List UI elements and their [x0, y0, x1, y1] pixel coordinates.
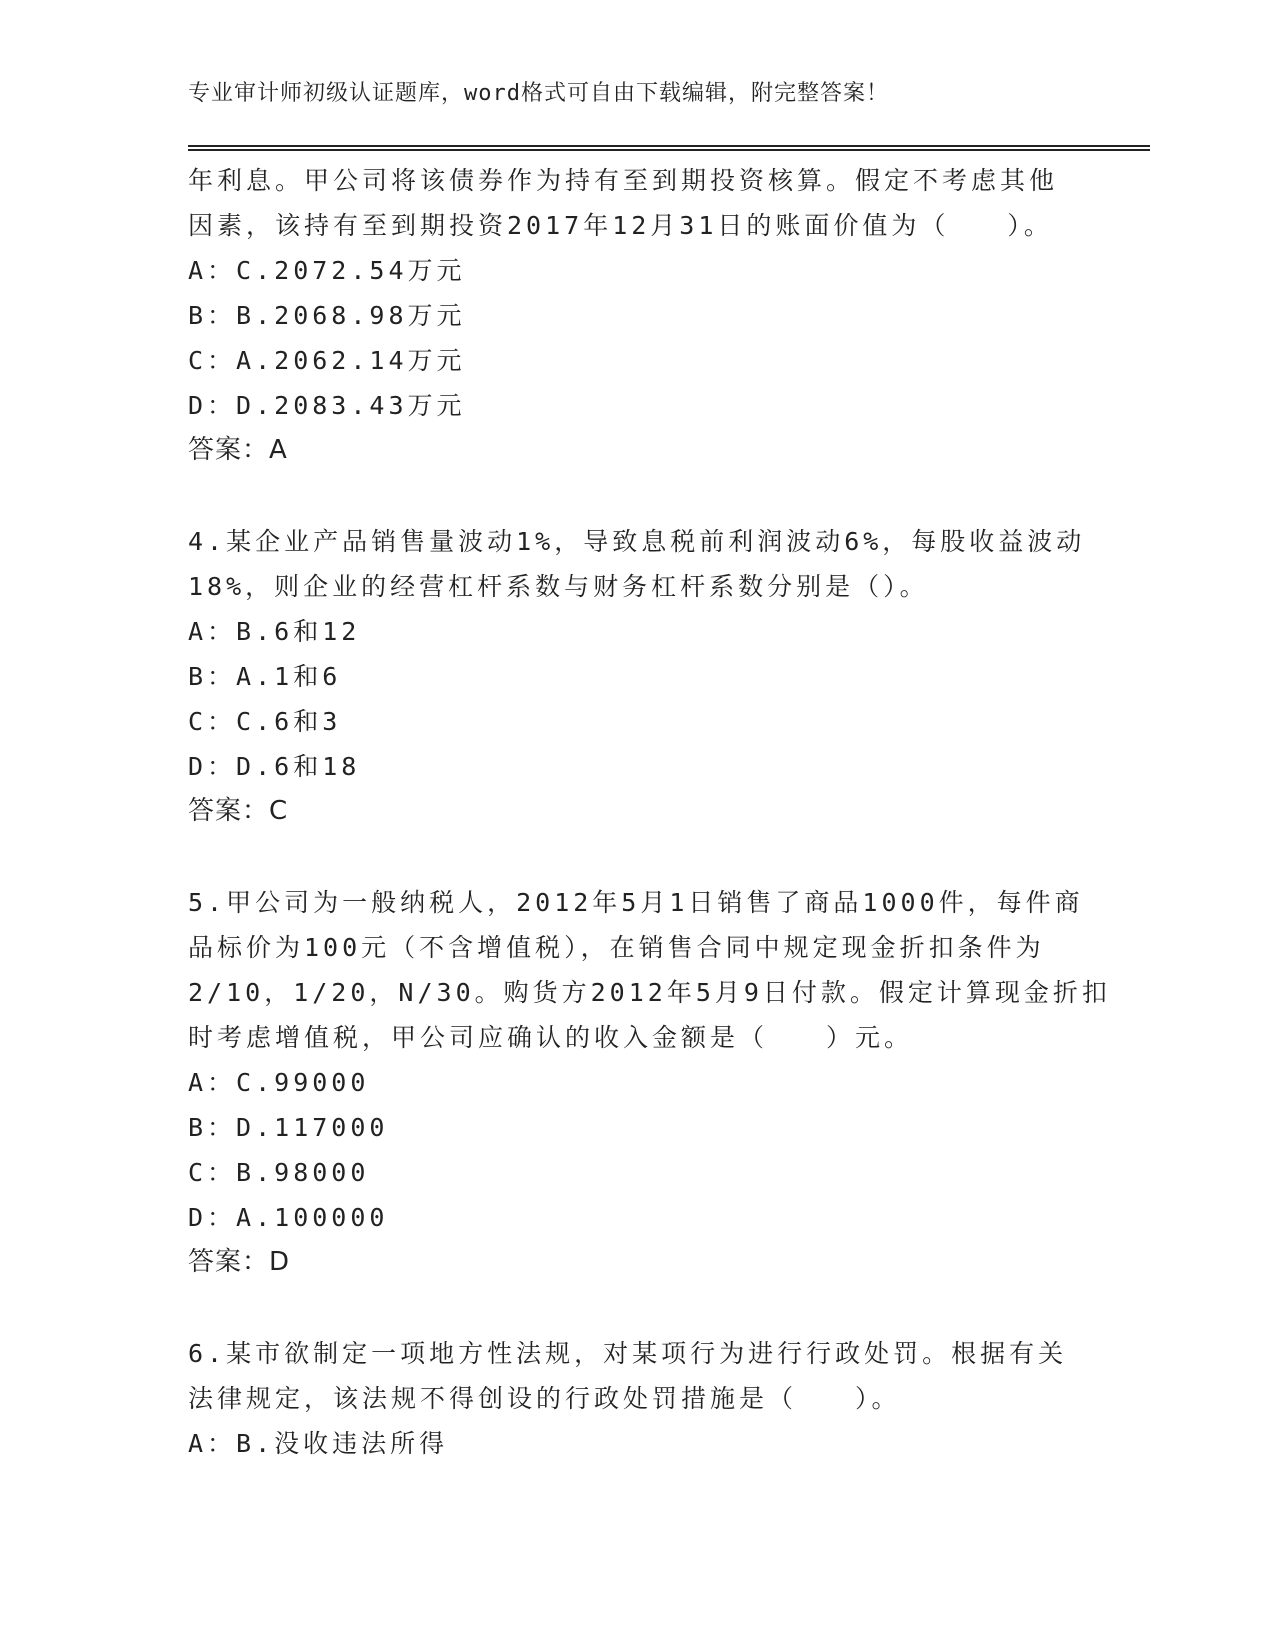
- question-spacer: [188, 473, 1088, 519]
- option-b: B：B.2068.98万元: [188, 301, 466, 330]
- option-b: B：A.1和6: [188, 662, 342, 691]
- option-a: A：C.99000: [188, 1068, 370, 1097]
- answer-label: 答案：C: [188, 796, 289, 826]
- question-text-line: 时考虑增值税，甲公司应确认的收入金额是（ ）元。: [188, 1023, 914, 1052]
- option-a: A：B.6和12: [188, 617, 361, 646]
- question-text-line: 因素，该持有至到期投资2017年12月31日的账面价值为（ ）。: [188, 211, 1053, 240]
- question-text-line: 6.某市欲制定一项地方性法规，对某项行为进行行政处罚。根据有关: [188, 1339, 1068, 1368]
- question-text-line: 4.某企业产品销售量波动1%，导致息税前利润波动6%，每股收益波动: [188, 527, 1086, 556]
- option-c: C：A.2062.14万元: [188, 346, 466, 375]
- option-c: C：B.98000: [188, 1158, 370, 1187]
- question-6: [188, 1331, 1088, 1466]
- question-text-line: 2/10，1/20，N/30。购货方2012年5月9日付款。假定计算现金折扣: [188, 978, 1111, 1007]
- question-text-line: 5.甲公司为一般纳税人，2012年5月1日销售了商品1000件，每件商: [188, 888, 1084, 917]
- question-4: [188, 519, 1088, 834]
- option-d: D：D.2083.43万元: [188, 391, 466, 420]
- question-text-line: 18%，则企业的经营杠杆系数与财务杠杆系数分别是（）。: [188, 572, 929, 601]
- question-text-line: 品标价为100元（不含增值税），在销售合同中规定现金折扣条件为: [188, 933, 1045, 962]
- question-content: [188, 158, 1111, 1466]
- option-b: B：D.117000: [188, 1113, 389, 1142]
- question-spacer: [188, 1285, 1088, 1331]
- option-a: A：C.2072.54万元: [188, 256, 466, 285]
- question-3: [188, 158, 1088, 473]
- question-spacer: [188, 834, 1088, 880]
- option-d: D：A.100000: [188, 1203, 389, 1232]
- question-5: [188, 880, 1111, 1285]
- answer-label: 答案：D: [188, 1247, 291, 1277]
- option-a: A：B.没收违法所得: [188, 1429, 449, 1458]
- question-text-line: 法律规定，该法规不得创设的行政处罚措施是（ ）。: [188, 1384, 901, 1413]
- question-text-line: 年利息。甲公司将该债券作为持有至到期投资核算。假定不考虑其他: [188, 166, 1059, 195]
- header-divider: [188, 145, 1150, 151]
- page-header: 专业审计师初级认证题库，word格式可自由下载编辑，附完整答案！: [188, 81, 889, 106]
- option-d: D：D.6和18: [188, 752, 361, 781]
- option-c: C：C.6和3: [188, 707, 342, 736]
- answer-label: 答案：A: [188, 435, 288, 465]
